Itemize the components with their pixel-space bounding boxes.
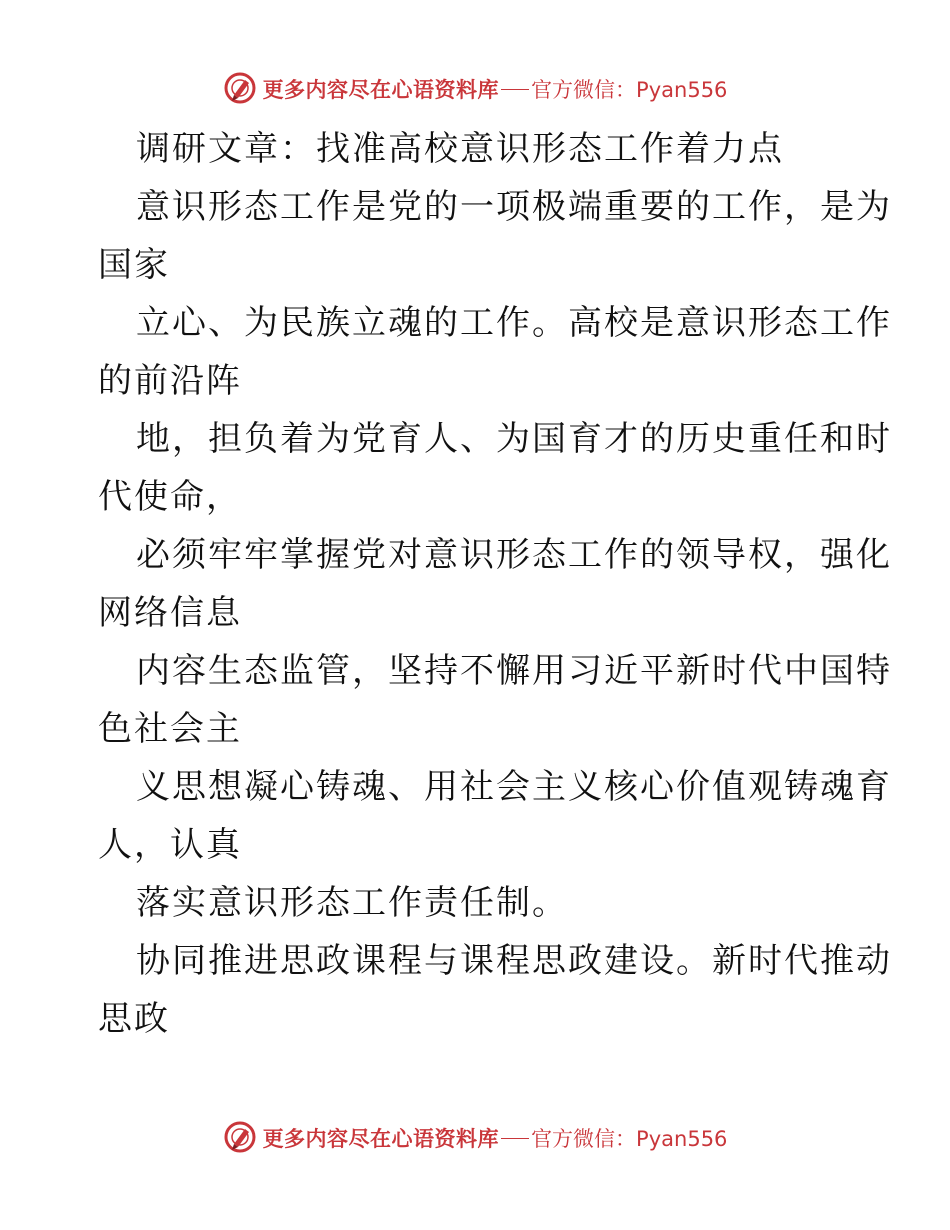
paragraph-line: 地，担负着为党育人、为国育才的历史重任和时 [136,419,892,459]
paragraph-line: 色社会主 [98,709,242,749]
page-footer [0,1124,950,1154]
page-header [0,75,950,105]
paragraph-line: 思政 [98,999,170,1039]
header-contact-text: 官方微信：Pyan556 [531,78,728,102]
footer-dash-divider [501,1138,529,1139]
header-banner [223,75,728,105]
pen-nib-logo-icon [223,1120,257,1154]
paragraph-line: 网络信息 [98,593,242,633]
paragraph-line: 协同推进思政课程与课程思政建设。新时代推动 [136,941,892,981]
paragraph-line: 必须牢牢掌握党对意识形态工作的领导权，强化 [136,535,892,575]
paragraph-line: 义思想凝心铸魂、用社会主义核心价值观铸魂育 [136,767,892,807]
document-body [98,120,892,1048]
paragraph-line: 内容生态监管，坚持不懈用习近平新时代中国特 [136,651,892,691]
header-site-text: 更多内容尽在心语资料库 [262,78,500,102]
paragraph-line: 人，认真 [98,825,242,865]
paragraph-line: 代使命， [98,477,242,517]
paragraph-line: 立心、为民族立魂的工作。高校是意识形态工作 [136,303,892,343]
footer-contact-text: 官方微信：Pyan556 [531,1127,728,1151]
footer-banner [223,1124,728,1154]
paragraph-line: 的前沿阵 [98,361,242,401]
paragraph-line: 落实意识形态工作责任制。 [136,883,568,923]
paragraph-line: 意识形态工作是党的一项极端重要的工作，是为 [136,187,892,227]
paragraph-line: 国家 [98,245,170,285]
document-title: 调研文章：找准高校意识形态工作着力点 [136,129,784,169]
pen-nib-logo-icon [223,71,257,105]
header-dash-divider [501,89,529,90]
footer-site-text: 更多内容尽在心语资料库 [262,1127,500,1151]
